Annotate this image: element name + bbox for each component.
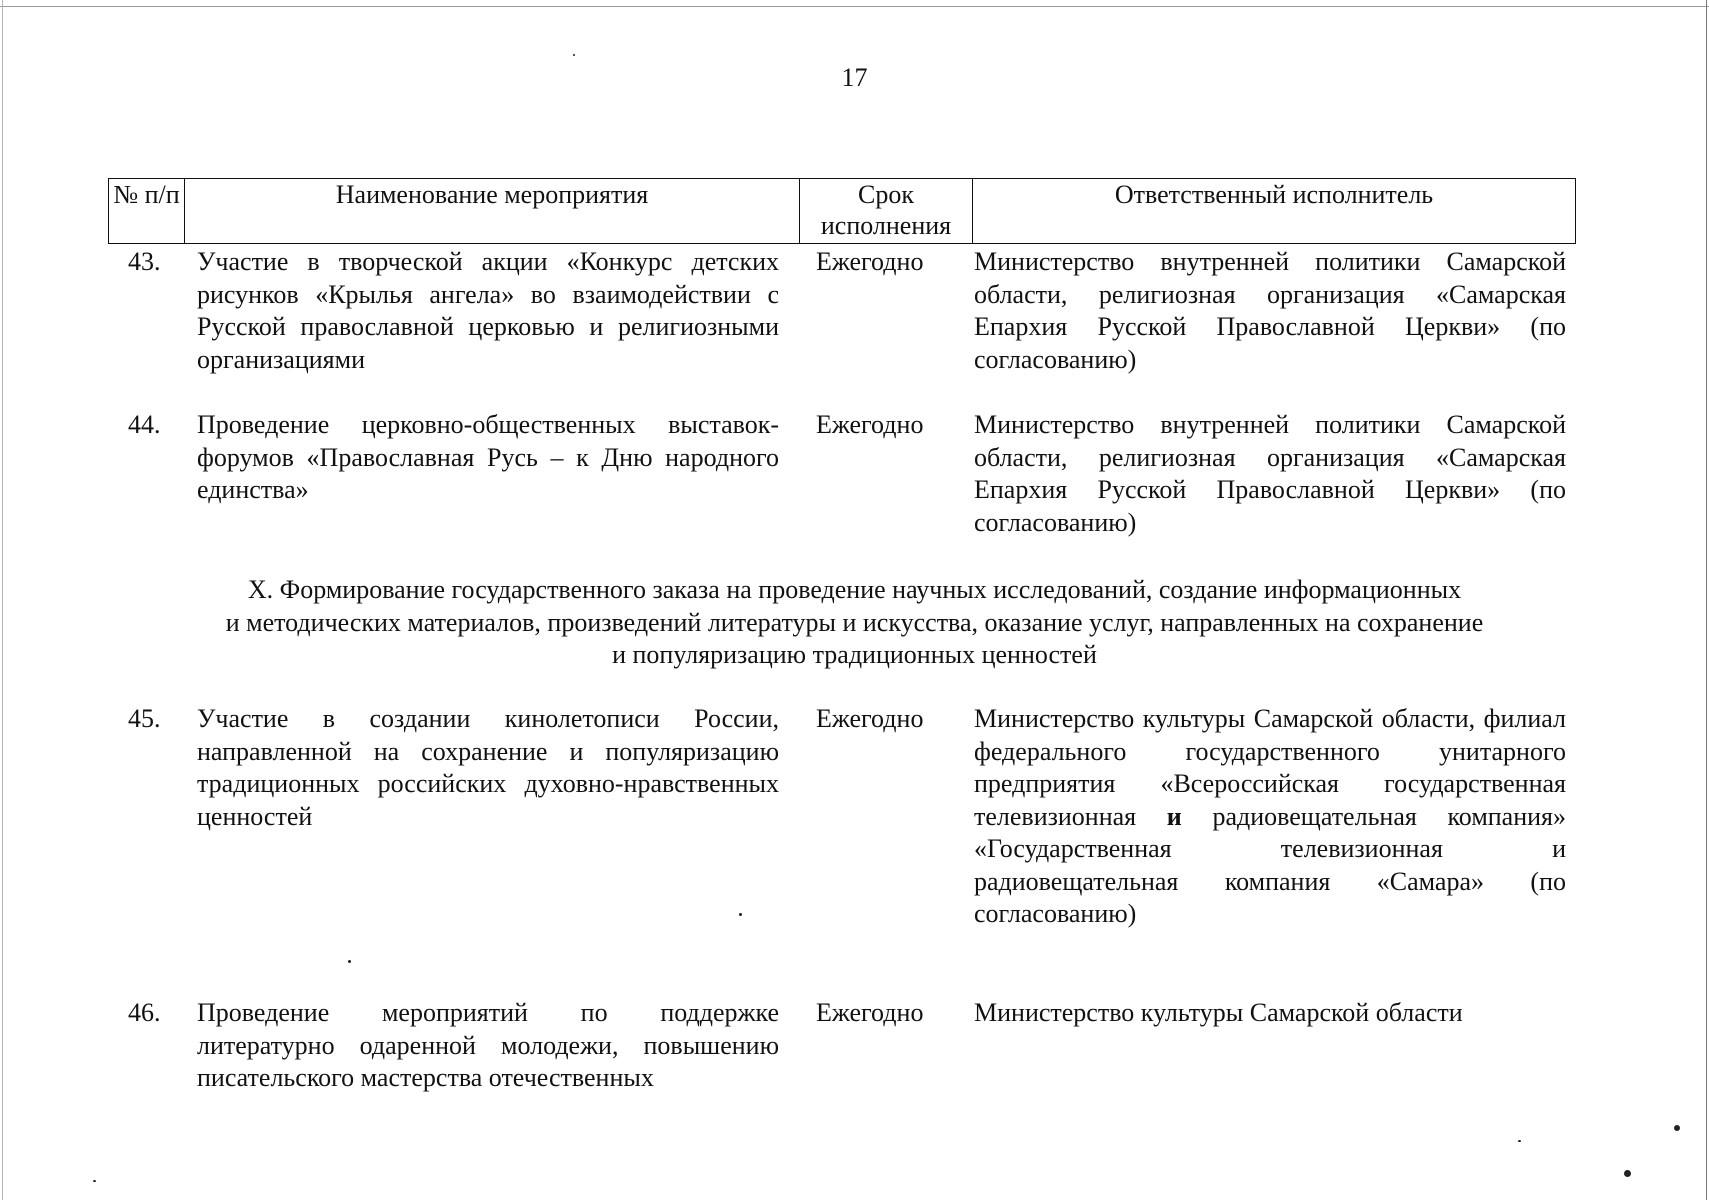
responsible-conjunction: и <box>1166 801 1182 831</box>
event-name: Участие в создании кинолетописи России, направленной на сохранение и популяризацию традиционных российских духовно-нравственных ценностей <box>197 704 779 831</box>
scan-speck <box>1674 1125 1680 1131</box>
event-term: Ежегодно <box>816 410 924 439</box>
section-heading-line: и популяризацию традиционных ценностей <box>612 640 1097 669</box>
scan-speck <box>348 960 351 963</box>
header-name: Наименование мероприятия <box>185 179 800 244</box>
row-number: 44. <box>128 410 161 439</box>
event-responsible <box>974 703 1566 931</box>
responsible-text: радиовещательная компания» «Государственная телевизионная и радиовещательная компания «Самара» (по согласованию) <box>974 801 1567 928</box>
event-name: Проведение мероприятий по поддержке литературно одаренной молодежи, повышению писательского мастерства отечественных <box>197 998 779 1092</box>
scan-speck <box>93 1180 96 1182</box>
header-responsible: Ответственный исполнитель <box>973 179 1576 244</box>
event-term: Ежегодно <box>816 998 924 1027</box>
page-number: 17 <box>841 63 868 92</box>
scan-speck <box>739 913 742 916</box>
event-responsible: Министерство внутренней политики Самарской области, религиозная организация «Самарская Епархия Русской Православной Церкви» (по согласованию) <box>974 410 1566 537</box>
event-responsible: Министерство культуры Самарской области <box>974 998 1463 1027</box>
scan-speck <box>1624 1170 1631 1177</box>
event-name: Проведение церковно-общественных выставок-форумов «Православная Русь – к Дню народного единства» <box>197 410 779 504</box>
header-term: Срок исполнения <box>800 179 973 244</box>
event-term: Ежегодно <box>816 704 924 733</box>
scan-speck <box>573 54 575 56</box>
event-responsible: Министерство внутренней политики Самарской области, религиозная организация «Самарская Епархия Русской Православной Церкви» (по согласованию) <box>974 247 1566 374</box>
event-name: Участие в творческой акции «Конкурс детских рисунков «Крылья ангела» во взаимодействии с Русской православной церковью и религиозными организациями <box>197 247 779 374</box>
scan-speck <box>1518 1140 1521 1142</box>
responsible-text: Министерство культуры Самарской области, филиал федерального государственного унитарного предприятия «Всероссийская государственная телевизионная <box>974 704 1566 831</box>
header-num: № п/п <box>109 179 185 244</box>
section-heading-line: и методических материалов, произведений литературы и искусства, оказание услуг, направленных на сохранение <box>225 607 1484 637</box>
scan-top-edge <box>0 6 1709 7</box>
event-term: Ежегодно <box>816 247 924 276</box>
row-number: 46. <box>128 998 161 1027</box>
row-number: 45. <box>128 704 161 733</box>
table-header <box>108 178 1576 244</box>
section-heading <box>0 574 1709 672</box>
section-heading-line: X. Формирование государственного заказа на проведение научных исследований, создание информационных <box>247 575 1462 604</box>
row-number: 43. <box>128 247 161 276</box>
